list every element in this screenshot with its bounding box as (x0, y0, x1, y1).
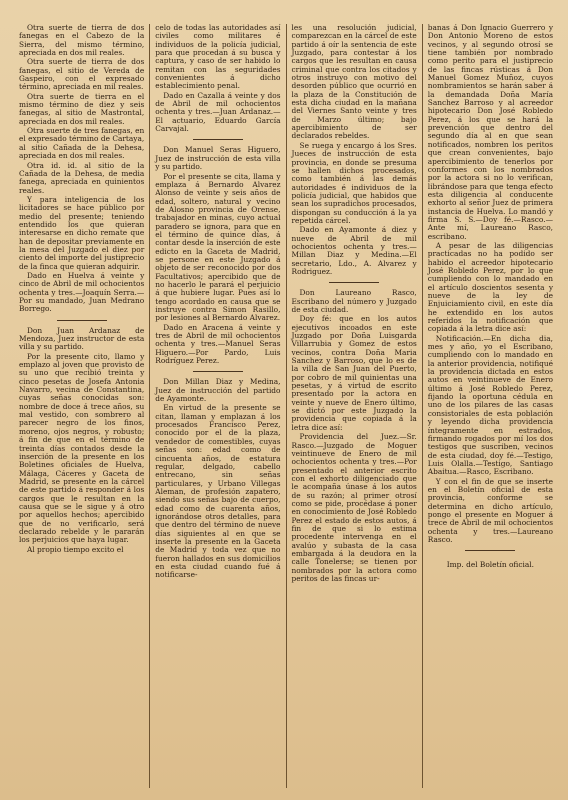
text-paragraph: Otra suerte de tierra de dos fanegas en el Cabezo de la Sierra, del mismo término, apreciada en dos mil reales. (19, 24, 145, 58)
text-paragraph: En virtud de la presente se citan, llaman y emplazan á los procesados Francisco Perez, conocido por el de la plaza, vendedor de comestibles, cuyas señas son: edad como de cincuenta años, de estatura regular, delgado, cabello entrecano, sin señas particulares, y Urbano Villegas Aleman, de profesión zapatero, siendo sus señas bajo de cuerpo, edad como de cuarenta años, ignorándose otros detalles, para que dentro del término de nueve días siguientes al en que se inserte la presente en la Gaceta de Madrid y toda vez que no fueron hallados en sus domicilios en esta ciudad cuando fué á notificarse- (155, 403, 281, 580)
text-paragraph: Otra id. id. al sitio de la Cañada de la Dehesa, de media fanega, apreciada en quinientos reales. (19, 160, 145, 195)
text-paragraph: Otra suerte de tres fanegas, en el expresado término de Cartaya, al sitio Cañada de la Dehesa, apreciada en dos mil reales. (19, 126, 145, 161)
text-paragraph: A pesar de las diligencias practicadas no ha podido ser habido el acreedor hipotecario José Robledo Perez, por lo que cumpliendo con lo mandado en el artículo doscientos sesenta y nueve de la ley de Enjuiciamiento civil, en este día he extendido en los autos referidos la notificación que copiada á la letra dice así: (427, 240, 553, 334)
section-divider (193, 139, 243, 140)
section-divider (57, 320, 107, 321)
text-paragraph: Otra suerte de tierra en el mismo término de diez y seis fanegas, al sitio de Mastrontal, apreciada en dos mil reales. (19, 91, 145, 126)
text-paragraph: Providencia del Juez.—Sr. Rasco.—Juzgado de Moguer veintinueve de Enero de mil ochocientos ochenta y tres.—Por presentado el anterior escrito con el exhorto diligenciado que le acompaña únase á los autos de su razón; al primer otrosí como se pide, procédase á poner en conocimiento de José Robledo Perez el estado de estos autos, á fin de que si lo estima procedente intervenga en el avalúo y subasta de la casa embargada á la deudora en la calle Tonelerse; se tienen por nombrados por la actora como peritos de las fincas ur- (291, 432, 417, 583)
section-divider (329, 282, 379, 283)
text-paragraph: Don Juan Ardanaz de Mendoza, Juez instructor de esta villa y su partido. (19, 325, 145, 352)
text-paragraph: Dado en Ayamonte á diez y nueve de Abril de mil ochocientos ochenta y tres.—Millan Diaz y Medina.—El secretario, Ldo., A. Alvarez y Rodriguez. (291, 225, 417, 276)
text-paragraph: Notificación.—En dicha dia, mes y año, yo el Escribano, cumpliendo con lo mandado en la anterior providencia, notifiqué la providencia dictada en estos autos en veintinueve de Enero último á José Robledo Perez, fijando la oportuna cédula en uno de los pilares de las casas consistoriales de esta población y leyendo dicha providencia íntegramente en estrados, firmando rogados por mí los dos testigos que suscriben, vecinos de esta ciudad, doy fé.—Testigo, Luis Olalla.—Testigo, Santiago Abaitua.—Rasco, Escribano. (427, 333, 553, 477)
text-paragraph: Don Manuel Seras Higuero, Juez de instrucción de esta villa y su partido. (155, 145, 281, 172)
text-paragraph: Otra suerte de tierra de dos fanegas, el sitio de Vereda de Gaspeiro, con el expresado término, apreciada en mil reales. (19, 57, 145, 92)
section-divider (465, 550, 515, 551)
text-paragraph: Se ruega y encargo á los Sres. Jueces de instrucción de esta provincia, en donde se presuma se hallen dichos procesados, como también á las demás autoridades é individuos de la policía judicial, que habidos que sean los supradichos procesados, dispongan su conducción á la ya repetida cárcel. (291, 140, 417, 225)
text-paragraph: Don Laureano Rasco, Escribano del número y Juzgado de esta ciudad. (291, 288, 417, 314)
section-divider (193, 371, 243, 372)
text-paragraph: Y con el fin de que se inserte en el Boletín oficial de esta provincia, conforme se determina en dicho artículo, pongo el presente en Moguer á trece de Abril de mil ochocientos ochenta y tres.—Laureano Rasco. (427, 476, 553, 544)
printer-imprint: Imp. del Boletín oficial. (446, 560, 534, 570)
column-1 (14, 24, 149, 788)
text-paragraph: Y para inteligencia de los licitadores se hace público por medio del presente; teniendo entendido los que quieran interesarse en dicho remate que han de depositar previamente en la mesa del Juzgado el diez por ciento del importe del justiprecio de la finca que quieran adquirir. (19, 194, 145, 271)
column-4 (422, 24, 558, 788)
text-paragraph: les una resolución judicial, comparezcan en la cárcel de este partido á oír la sentencia de este Juzgado, para contestar á los cargos que les resultan en causa criminal que contra los citados y otros instruyo con motivo del desorden público que ocurrió en la plaza de la Constitución de esta dicha ciudad en la mañana del Viernes Santo veinte y tres de Marzo último; bajo apercibimiento de ser declarados rebeldes. (291, 24, 417, 141)
text-paragraph: Dado en Cazalla á veinte y dos de Abril de mil ochocientos ochenta y tres.—Juan Ardanaz.—El actuario, Eduardo García Carvajal. (155, 90, 281, 134)
columns-container (14, 24, 558, 788)
text-paragraph: Dado en Huelva á veinte y cinco de Abril de mil ochocientos ochenta y tres.—Joaquín Serra.—Por su mandado, Juan Medrano Borrego. (19, 270, 145, 314)
text-paragraph: Don Millan Diaz y Medina, Juez de instrucción del partido de Ayamonte. (155, 377, 281, 404)
text-paragraph: celo de todas las autoridades así civiles como militares é individuos de la policía judicial, para que procedan á su busca y captura, y caso de ser habido lo remitan con las seguridades convenientes á dicho establecimiento penal. (155, 24, 281, 91)
text-paragraph: Por el presente se cita, llama y emplaza á Bernardo Alvarez Alonso de veinte y seis años de edad, soltero, natural y vecino de Alosno provincia de Orense, trabajador en minas, cuyo actual paradero se ignora, para que en el término de quince días, á contar desde la inserción de este edicto en la Gaceta de Madrid, se persone en este Juzgado á objeto de ser reconocido por dos Facultativos; apercibido que de no hacerlo le parará el perjuicio á que hubiere lugar. Pues así lo tengo acordado en causa que se instruye contra Simon Rasillo, por lesiones al Bernardo Alvarez. (155, 171, 281, 323)
column-2 (149, 24, 285, 788)
text-paragraph: Doy fé: que en los autos ejecutivos incoados en este Juzgado por Doña Luisgarda Villarrubia y Gomez de estos vecinos, contra Doña Maria Sanchez y Barroso, que lo es de la villa de San Juan del Puerto, por cobro de mil quinientas una pesetas, y á virtud de escrito presentado por la actora en veinte y nueve de Enero último, se dictó por este Juzgado la providencia que copiada á la letra dice así: (291, 314, 417, 432)
text-paragraph: banas á Don Ignacio Guerrero y Don Antonio Moreno de estos vecinos, y al segundo otrosí se tiene también por nombrado como perito para el justiprecio de las fincas rústicas á Don Manuel Gomez Muñoz, cuyos nombramientos se harán saber á la demandada Doña María Sanchez Barroso y al acreedor hipotecario Don José Robledo Perez, á los que se hará la prevención que dentro del segundo día al en que sean notificados, nombren los peritos que crean convenientes, bajo apercibimiento de tenerlos por conformes con los nombrados por la actora si no lo verifican, librándose para que tenga efecto esta diligencia al conducente exhorto al señor Juez de primera instancia de Huelva. Lo mandó y firma S. S.—Doy fé.—Rasco.—Ante mí, Laureano Rasco, escribano. (427, 24, 553, 241)
text-paragraph: Dado en Aracena á veinte y tres de Abril de mil ochocientos ochenta y tres.—Manuel Seras Higuero.—Por Pardo, Luis Rodríguez Perez. (155, 322, 281, 366)
column-3 (286, 24, 422, 788)
text-paragraph: Por la presente cito, llamo y emplazo al joven que provisto de su uno que recibió treinta y cinco pesetas de Josefa Antonia Navarro, vecina de Constantina, cuyas señas conocidas son: nombre de doce á trece años, su mal vestido, con sombrero al parecer negro de los finos, moreno, ojos negros, y robusto; á fin de que en el término de treinta días contados desde la inserción de la presente en los Boletines oficiales de Huelva, Málaga, Cáceres y Gaceta de Madrid, se presente en la cárcel de este partido á responder á los cargos que le resultan en la causa que se le sigue y á otro por aquellos hechos; apercibido que de no verificarlo, será declarado rebelde y le pararán los perjuicios que haya lugar. (19, 351, 145, 545)
text-paragraph: Al propio tiempo excito el (27, 544, 124, 554)
